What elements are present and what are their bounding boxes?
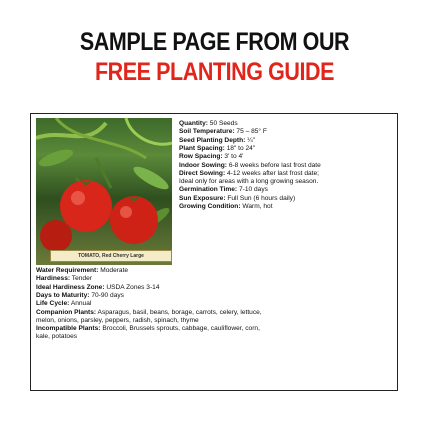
detail-germination-time: Germination Time: 7-10 days (179, 186, 268, 194)
detail-row-spacing: Row Spacing: 3' to 4' (179, 153, 244, 161)
planting-guide-card (30, 113, 398, 391)
page-title-line-1: SAMPLE PAGE FROM OUR (79, 28, 350, 56)
detail-seed-planting-depth: Seed Planting Depth: ¼" (179, 136, 255, 144)
detail-incompatible-plants-cont: kale, potatoes (36, 333, 78, 341)
tomato-photo (36, 118, 172, 265)
detail-growing-condition: Growing Condition: Warm, hot (179, 203, 273, 210)
detail-incompatible-plants: Incompatible Plants: Broccoli, Brussels sprouts, cabbage, cauliflower, corn, (36, 325, 260, 333)
detail-direct-sowing: Direct Sowing: 4-12 weeks after last frost date; (179, 169, 319, 177)
detail-days-to-maturity: Days to Maturity: 70-90 days (36, 291, 124, 299)
detail-sun-exposure: Sun Exposure: Full Sun (6 hours daily) (179, 194, 296, 202)
detail-quantity: Quantity: 50 Seeds (179, 120, 238, 127)
photo-caption: TOMATO, Red Cherry Large (50, 250, 172, 262)
detail-hardiness-zone: Ideal Hardiness Zone: USDA Zones 3-14 (36, 283, 160, 291)
detail-life-cycle: Life Cycle: Annual (36, 300, 92, 308)
detail-water-requirement: Water Requirement: Moderate (36, 267, 129, 274)
tomato-illustration (36, 118, 172, 265)
detail-plant-spacing: Plant Spacing: 18" to 24" (179, 144, 256, 152)
page-title-line-2: FREE PLANTING GUIDE (94, 58, 335, 86)
detail-hardiness: Hardiness: Tender (36, 275, 92, 283)
detail-indoor-sowing: Indoor Sowing: 6-8 weeks before last frost date (179, 161, 321, 169)
detail-companion-plants: Companion Plants: Asparagus, basil, beans, borage, carrots, celery, lettuce, (36, 308, 262, 316)
detail-soil-temperature: Soil Temperature: 75 – 85° F (179, 128, 267, 136)
detail-direct-sowing-note: Ideal only for areas with a long growing season. (179, 178, 319, 186)
detail-companion-plants-cont: melon, onions, parsley, peppers, radish, spinach, thyme (36, 316, 199, 324)
